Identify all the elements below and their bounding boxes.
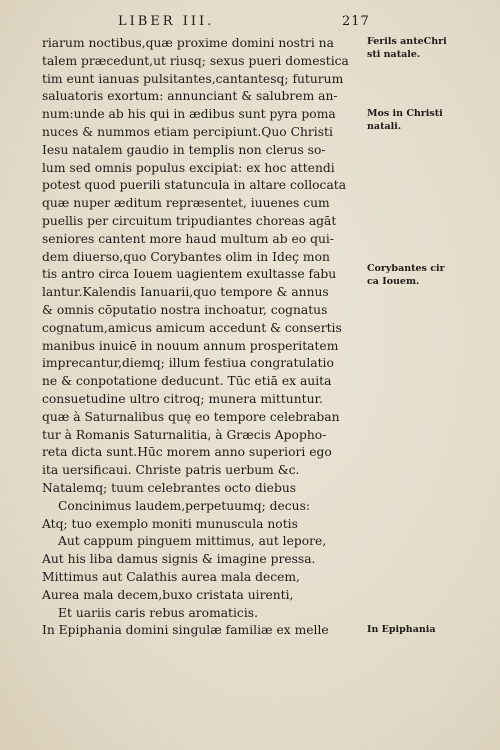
text-line: reta dicta sunt.Hūc morem anno superiori ego (42, 445, 332, 460)
text-line: dem diuerso,quo Corybantes olim in Ideç mon (42, 249, 330, 264)
final-text-line: In Epiphania domini singulæ familiæ ex melle (42, 623, 329, 638)
margin-note-line: Corybantes cir (367, 263, 445, 274)
text-line: riarum noctibus,quæ proxime domini nostri na (42, 36, 334, 50)
text-line: num:unde ab his qui in ædibus sunt pyra poma (42, 107, 336, 122)
margin-note-line: In Epiphania (367, 624, 436, 635)
text-line: imprecantur,diemq; illum festiua congratulatio (42, 356, 334, 371)
text-line: seniores cantent more haud multum ab eo qui- (42, 231, 334, 246)
text-line: quæ nuper æditum repræsentet, iuuenes cum (42, 196, 330, 211)
text-line: puellis per circuitum tripudiantes choreas agāt (42, 213, 337, 228)
margin-note (367, 35, 467, 61)
margin-note (367, 107, 467, 133)
text-line: talem præcedunt,ut riusq; sexus pueri domestica (42, 53, 349, 68)
text-line: lum sed omnis populus excipiat: ex hoc attendi (42, 160, 335, 175)
text-line: manibus inuicē in nouum annum prosperitatem (42, 338, 339, 353)
verse-line: Aut cappum pinguem mittimus, aut lepore, (58, 534, 327, 549)
text-line: tur à Romanis Saturnalitia, à Græcis Apopho- (42, 427, 327, 442)
text-line: tim eunt ianuas pulsitantes,cantantesq; futurum (42, 71, 344, 86)
margin-note (367, 623, 467, 636)
text-line: cognatum,amicus amicum accedunt & consertis (42, 320, 342, 335)
text-line: & omnis cōputatio nostra inchoatur, cognatus (42, 302, 328, 317)
page-number: 217 (342, 14, 370, 29)
verse-line: Et uariis caris rebus aromaticis. (58, 605, 258, 620)
verse-line: Aut his liba damus signis & imagine pressa. (42, 552, 316, 567)
text-line: nuces & nummos etiam percipiunt.Quo Christi (42, 124, 333, 139)
text-line: tis antro circa Iouem uagientem exultasse fabu (42, 267, 337, 282)
margin-note-line: ca Iouem. (367, 276, 420, 287)
text-line: ne & conpotatione deducunt. Tūc etiā ex auita (42, 374, 332, 389)
running-title: LIBER III. (118, 14, 215, 29)
text-line: lantur.Kalendis Ianuarii,quo tempore & annus (42, 285, 329, 300)
verse-line: Concinimus laudem,perpetuumq; decus: (58, 498, 311, 513)
verse-line: Aurea mala decem,buxo cristata uirenti, (42, 587, 294, 602)
text-line: potest quod puerili statuncula in altare collocata (42, 178, 347, 193)
text-line: quæ à Saturnalibus quę eo tempore celebraban (42, 409, 340, 424)
margin-note (367, 262, 467, 288)
text-line: consuetudine ultro citroq; munera mittuntur. (42, 391, 323, 406)
text-line: ita uersificaui. Christe patris uerbum &c. (42, 463, 300, 478)
text-line: Natalemq; tuum celebrantes octo diebus (42, 480, 297, 495)
margin-note-line: sti natale. (367, 49, 421, 60)
margin-note-line: Ferils anteChri (367, 36, 447, 47)
margin-note-line: natali. (367, 121, 402, 132)
main-text (42, 35, 364, 640)
text-line: Iesu natalem gaudio in templis non clerus so- (42, 142, 326, 157)
verse-line: Mittimus aut Calathis aurea mala decem, (42, 569, 300, 584)
text-line: saluatoris exortum: annunciant & salubrem an- (42, 89, 338, 104)
margin-note-line: Mos in Christi (367, 108, 443, 119)
verse-line: Atq; tuo exemplo moniti munuscula notis (42, 516, 298, 531)
